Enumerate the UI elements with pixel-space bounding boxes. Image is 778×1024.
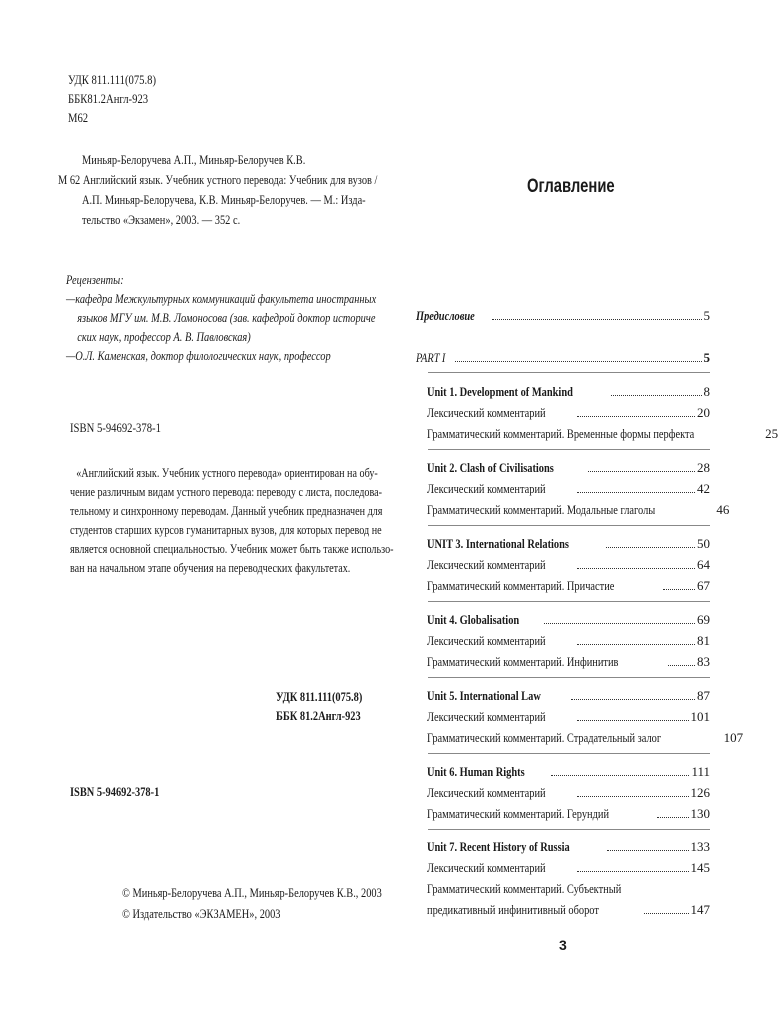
toc-unit-title: UNIT 3. International Relations <box>427 536 569 551</box>
toc-page-number: 83 <box>697 654 710 669</box>
toc-unit-title: Unit 6. Human Rights <box>427 764 525 779</box>
divider <box>428 753 710 754</box>
toc-subentry[interactable] <box>427 859 710 876</box>
toc-entry-part1[interactable] <box>416 349 710 366</box>
toc-entry-label: Грамматический комментарий. Инфинитив <box>427 654 619 669</box>
toc-leader <box>577 491 695 493</box>
toc-subentry[interactable] <box>427 729 744 746</box>
toc-subentry[interactable] <box>427 708 710 725</box>
toc-leader <box>607 849 688 851</box>
isbn-bottom: ISBN 5-94692-378-1 <box>70 784 160 799</box>
reviewer-line: ских наук, профессор А. В. Павловская) <box>77 329 251 344</box>
toc-unit-7[interactable] <box>427 838 710 855</box>
biblio-line: тельство «Экзамен», 2003. — 352 с. <box>82 212 241 227</box>
toc-entry-label: Грамматический комментарий. Герундий <box>427 806 610 821</box>
toc-subentry[interactable] <box>427 784 710 801</box>
toc-page-number: 133 <box>690 839 710 854</box>
toc-page-number: 5 <box>703 350 710 365</box>
toc-page-number: 50 <box>697 536 710 551</box>
toc-leader <box>455 360 702 362</box>
toc-unit-2[interactable] <box>427 459 710 476</box>
toc-unit-3[interactable] <box>427 535 710 552</box>
toc-leader <box>577 719 688 721</box>
annotation-line: студентов старших курсов гуманитарных вузов, для которых перевод не <box>70 522 382 537</box>
toc-subentry[interactable] <box>427 653 710 670</box>
toc-leader <box>577 643 695 645</box>
isbn-top: ISBN 5-94692-378-1 <box>70 420 161 435</box>
copyright-authors: © Миньяр-Белоручева А.П., Миньяр-Белоручев К.В., 2003 <box>122 885 382 900</box>
udk-footer <box>276 687 384 725</box>
toc-unit-title: Unit 2. Clash of Civilisations <box>427 460 554 475</box>
toc-page-number: 25 <box>765 426 778 441</box>
udk-code: УДК 811.111(075.8) <box>68 72 157 87</box>
toc-unit-4[interactable] <box>427 611 710 628</box>
toc-entry-label: Грамматический комментарий. Модальные глаголы <box>427 502 656 517</box>
toc-page-number: 111 <box>691 764 710 779</box>
toc-entry-label: PART I <box>416 350 446 365</box>
toc-leader <box>657 816 689 818</box>
annotation-line: является основной специальностью. Учебник может быть также использо- <box>70 541 394 556</box>
toc-page-number: 8 <box>703 384 710 399</box>
toc-page-number: 20 <box>697 405 710 420</box>
toc-entry-preface[interactable] <box>416 307 710 324</box>
toc-page-number: 5 <box>703 308 710 323</box>
toc-page-number: 46 <box>716 502 730 517</box>
toc-page-number: 107 <box>723 730 744 745</box>
toc-entry-label: Лексический комментарий <box>427 785 546 800</box>
toc-leader <box>571 698 695 700</box>
toc-page-number: 147 <box>690 902 710 917</box>
toc-leader <box>668 664 695 666</box>
reviewer-line: —О.Л. Каменская, доктор филологических наук, профессор <box>66 348 331 363</box>
toc-leader <box>492 318 702 320</box>
bbk-code-bottom: ББК 81.2Англ-923 <box>276 708 361 723</box>
divider <box>428 601 710 602</box>
toc-unit-6[interactable] <box>427 763 710 780</box>
toc-entry-label: Грамматический комментарий. Временные формы перфекта <box>427 426 695 441</box>
biblio-line: А.П. Миньяр-Белоручева, К.В. Миньяр-Белоручев. — М.: Изда- <box>82 192 366 207</box>
toc-subentry[interactable] <box>427 404 710 421</box>
toc-entry-label: Предисловие <box>416 308 475 323</box>
toc-entry-label: Грамматический комментарий. Страдательный залог <box>427 730 662 745</box>
toc-subentry[interactable] <box>427 501 730 518</box>
toc-leader <box>577 567 695 569</box>
toc-subentry-line2[interactable] <box>427 901 710 918</box>
toc-page-number: 145 <box>690 860 710 875</box>
toc-leader <box>663 588 695 590</box>
toc-page-number: 101 <box>690 709 710 724</box>
toc-entry-label: Лексический комментарий <box>427 557 546 572</box>
toc-subentry[interactable] <box>427 556 710 573</box>
annotation-line: ван на начальном этапе обучения на переводческих факультетах. <box>70 560 351 575</box>
divider <box>428 677 710 678</box>
biblio-line: Миньяр-Белоручева А.П., Миньяр-Белоручев К.В. <box>82 152 306 167</box>
toc-unit-title: Unit 4. Globalisation <box>427 612 520 627</box>
toc-entry-label: Лексический комментарий <box>427 709 546 724</box>
toc-unit-title: Unit 1. Development of Mankind <box>427 384 573 399</box>
toc-unit-title: Unit 7. Recent History of Russia <box>427 839 570 854</box>
toc-page-number: 67 <box>697 578 710 593</box>
toc-leader <box>606 546 695 548</box>
toc-unit-title: Unit 5. International Law <box>427 688 541 703</box>
toc-subentry-line1[interactable] <box>427 880 710 897</box>
toc-page-number: 69 <box>697 612 710 627</box>
bibliographic-record <box>58 150 378 230</box>
toc-subentry[interactable] <box>427 632 710 649</box>
toc-leader <box>551 774 689 776</box>
toc-subentry[interactable] <box>427 577 710 594</box>
copyright-publisher: © Издательство «ЭКЗАМЕН», 2003 <box>122 906 281 921</box>
toc-entry-label: Грамматический комментарий. Субъектный <box>427 881 622 896</box>
toc-leader <box>577 415 695 417</box>
toc-title: Оглавление <box>527 176 615 197</box>
bbk-code: ББК81.2Англ-923 <box>68 91 149 106</box>
toc-unit-5[interactable] <box>427 687 710 704</box>
toc-entry-label: Лексический комментарий <box>427 633 546 648</box>
annotation-line: чение различным видам устного перевода: переводу с листа, последова- <box>70 484 383 499</box>
reviewers-block <box>66 270 377 365</box>
reviewer-line: языков МГУ им. М.В. Ломоносова (зав. кафедрой доктор историче <box>77 310 376 325</box>
toc-page-number: 126 <box>690 785 710 800</box>
toc-leader <box>544 622 695 624</box>
udk-header <box>68 70 175 127</box>
annotation-line: тельному и синхронному переводам. Данный учебник предназначен для <box>70 503 383 518</box>
udk-code-bottom: УДК 811.111(075.8) <box>276 689 363 704</box>
toc-page-number: 130 <box>690 806 710 821</box>
toc-page-number: 42 <box>697 481 710 496</box>
toc-entry-label: Грамматический комментарий. Причастие <box>427 578 615 593</box>
reviewers-heading: Рецензенты: <box>66 272 124 287</box>
divider <box>428 449 710 450</box>
toc-page-number: 28 <box>697 460 710 475</box>
toc-entry-label: предикативный инфинитивный оборот <box>427 902 599 917</box>
toc-leader <box>588 470 695 472</box>
toc-subentry[interactable] <box>427 425 778 442</box>
toc-leader <box>577 795 688 797</box>
toc-entry-label: Лексический комментарий <box>427 860 546 875</box>
toc-entry-label: Лексический комментарий <box>427 405 546 420</box>
divider <box>428 372 710 373</box>
toc-page-number: 64 <box>697 557 710 572</box>
toc-page-number: 87 <box>697 688 710 703</box>
toc-subentry[interactable] <box>427 805 710 822</box>
toc-subentry[interactable] <box>427 480 710 497</box>
annotation-line: «Английский язык. Учебник устного перевода» ориентирован на обу- <box>76 465 378 480</box>
toc-entry-label: Лексический комментарий <box>427 481 546 496</box>
divider <box>428 525 710 526</box>
toc-page-number: 81 <box>697 633 710 648</box>
toc-leader <box>644 912 689 914</box>
page-number: 3 <box>559 937 567 953</box>
biblio-line: М 62 Английский язык. Учебник устного перевода: Учебник для вузов / <box>58 172 378 187</box>
copyright-block <box>122 882 447 924</box>
toc-leader <box>577 870 688 872</box>
toc-leader <box>611 394 701 396</box>
toc-unit-1[interactable] <box>427 383 710 400</box>
author-mark: М62 <box>68 110 89 125</box>
reviewer-line: —кафедра Межкультурных коммуникаций факультета иностранных <box>66 291 377 306</box>
divider <box>428 829 710 830</box>
annotation <box>70 463 394 577</box>
